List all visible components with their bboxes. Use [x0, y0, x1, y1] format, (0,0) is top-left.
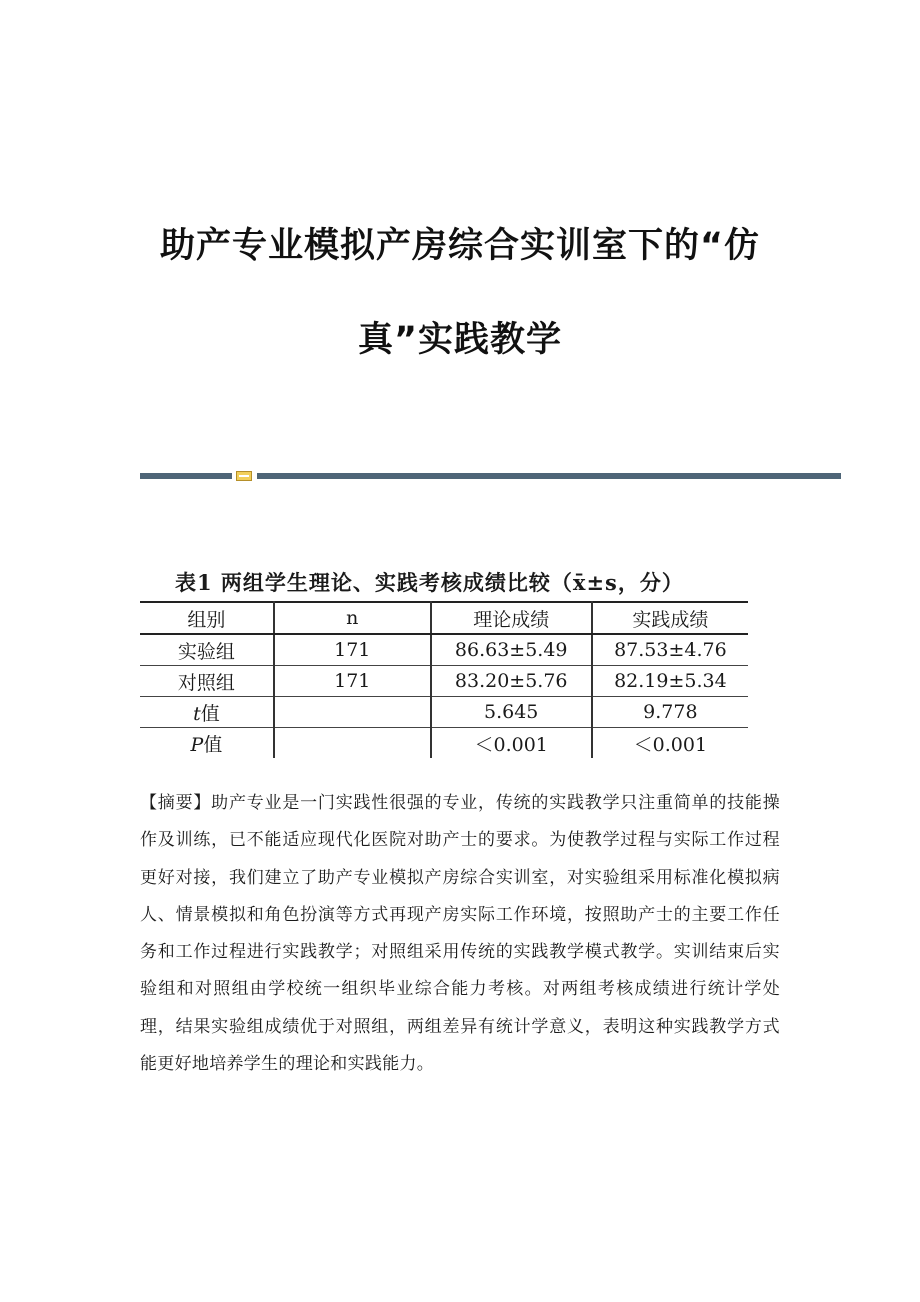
cell-group: 实验组: [140, 634, 274, 666]
cell-group: 对照组: [140, 666, 274, 697]
abstract-text: 助产专业是一门实践性很强的专业，传统的实践教学只注重简单的技能操作及训练，已不能适应现代化医院对助产士的要求。为使教学过程与实际工作过程更好对接，我们建立了助产专业模拟产房综合实训室，对实验组采用标准化模拟病人、情景模拟和角色扮演等方式再现产房实际工作环境，按照助产士的主要工作任务和工作过程进行实践教学；对照组采用传统的实践教学模式教学。实训结束后实验组和对照组由学校统一组织毕业综合能力考核。对两组考核成绩进行统计学处理，结果实验组成绩优于对照组，两组差异有统计学意义，表明这种实践教学方式能更好地培养学生的理论和实践能力。: [140, 793, 780, 1075]
score-comparison-table: [140, 601, 748, 758]
cell-n: [274, 728, 431, 759]
cell-n: 171: [274, 666, 431, 697]
table-figure: [140, 563, 748, 757]
cell-practice: 9.778: [592, 697, 748, 728]
table-row: [140, 728, 748, 759]
table-row: [140, 666, 748, 697]
divider-bar-left: [140, 473, 232, 479]
header-n: n: [274, 602, 431, 634]
cell-theory: ＜0.001: [431, 728, 592, 759]
cell-n: [274, 697, 431, 728]
page-title-line-2: 真”实践教学: [357, 320, 562, 360]
page-title-line-1: 助产专业模拟产房综合实训室下的“仿: [159, 226, 760, 266]
cell-group-suffix: 值: [200, 702, 220, 725]
cell-group: [140, 697, 274, 728]
divider-ornament-icon: [236, 471, 252, 481]
table-header-row: [140, 602, 748, 634]
cell-theory: 83.20±5.76: [431, 666, 592, 697]
cell-practice: 82.19±5.34: [592, 666, 748, 697]
header-theory: 理论成绩: [431, 602, 592, 634]
abstract-paragraph: [140, 785, 780, 1083]
cell-group-symbol: P: [190, 733, 204, 756]
header-group: 组别: [140, 602, 274, 634]
cell-theory: 86.63±5.49: [431, 634, 592, 666]
table-row: [140, 634, 748, 666]
header-practice: 实践成绩: [592, 602, 748, 634]
cell-group-suffix: 值: [203, 733, 223, 756]
abstract-label: 【摘要】: [140, 793, 212, 813]
table-row: [140, 697, 748, 728]
divider-bar-right: [257, 473, 841, 479]
table-caption: 表1 两组学生理论、实践考核成绩比较（x̄±s，分）: [175, 570, 684, 595]
cell-practice: ＜0.001: [633, 733, 708, 756]
cell-n: 171: [274, 634, 431, 666]
cell-practice: 87.53±4.76: [592, 634, 748, 666]
cell-group: [140, 728, 274, 759]
cell-group-symbol: t: [193, 702, 201, 725]
title-divider: [140, 471, 841, 481]
cell-theory: 5.645: [431, 697, 592, 728]
